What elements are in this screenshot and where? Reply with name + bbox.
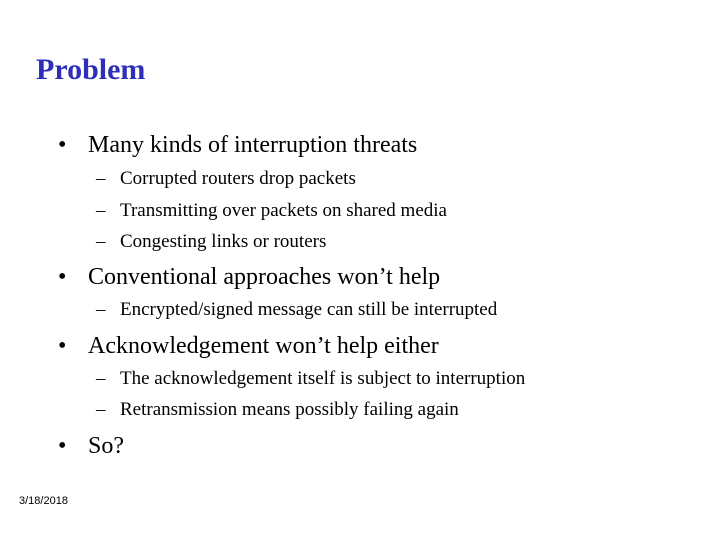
- sub-bullet-text: The acknowledgement itself is subject to interruption: [120, 368, 526, 389]
- sub-bullet-item: [96, 398, 459, 422]
- bullet-text: Many kinds of interruption threats: [88, 132, 418, 158]
- bullet-glyph: •: [58, 333, 67, 359]
- sub-bullet-item: [96, 230, 326, 254]
- bullet-glyph: •: [58, 132, 67, 158]
- sub-bullet-text: Congesting links or routers: [120, 231, 327, 252]
- bullet-text: Acknowledgement won’t help either: [88, 333, 439, 359]
- footer-date: 3/18/2018: [19, 495, 68, 507]
- dash-glyph: –: [96, 200, 106, 221]
- bullet-text: So?: [88, 433, 124, 459]
- sub-bullet-text: Corrupted routers drop packets: [120, 168, 356, 189]
- sub-bullet-text: Encrypted/signed message can still be interrupted: [120, 299, 498, 320]
- dash-glyph: –: [96, 299, 106, 320]
- bullet-item: [58, 331, 439, 361]
- dash-glyph: –: [96, 399, 106, 420]
- sub-bullet-item: [96, 298, 497, 322]
- sub-bullet-item: [96, 199, 447, 223]
- bullet-text: Conventional approaches won’t help: [88, 264, 441, 290]
- bullet-glyph: •: [58, 433, 67, 459]
- dash-glyph: –: [96, 368, 106, 389]
- sub-bullet-text: Transmitting over packets on shared media: [120, 200, 447, 221]
- dash-glyph: –: [96, 231, 106, 252]
- bullet-item: [58, 431, 124, 461]
- bullet-item: [58, 130, 417, 160]
- dash-glyph: –: [96, 168, 106, 189]
- bullet-glyph: •: [58, 264, 67, 290]
- sub-bullet-text: Retransmission means possibly failing again: [120, 399, 459, 420]
- bullet-item: [58, 262, 440, 292]
- slide-title: Problem: [36, 53, 146, 86]
- sub-bullet-item: [96, 167, 356, 191]
- sub-bullet-item: [96, 367, 525, 391]
